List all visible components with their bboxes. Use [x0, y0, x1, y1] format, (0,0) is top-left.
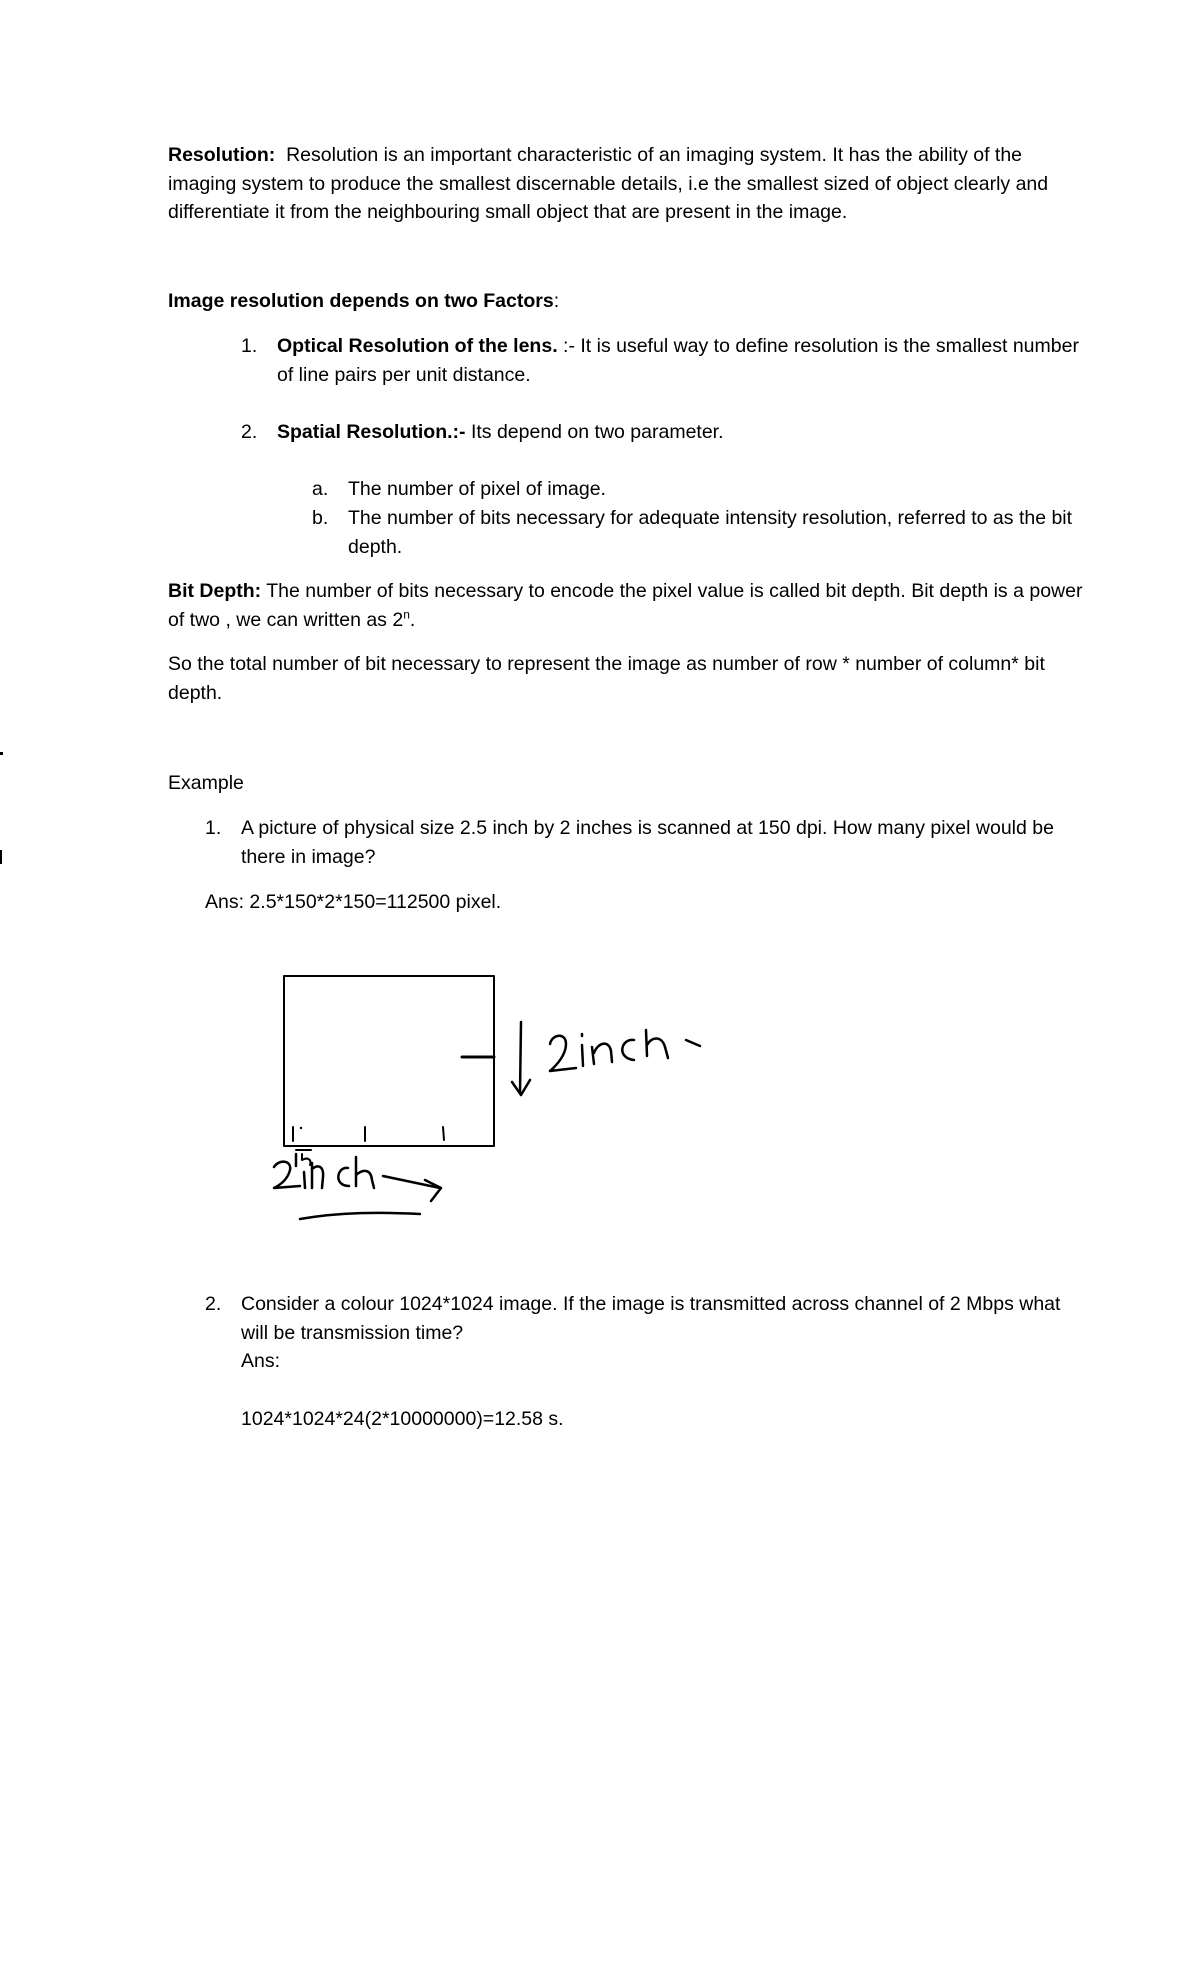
factor-1-marker: 1. — [241, 335, 258, 357]
height-arrow — [512, 1022, 530, 1095]
sketch-height-label — [550, 1030, 551, 1031]
subitem-a: The number of pixel of image. — [348, 478, 606, 500]
width-label-handwriting — [274, 1154, 441, 1219]
sketch-tick — [443, 1127, 444, 1140]
q2-text: Consider a colour 1024*1024 image. If the image is transmitted across channel of 2 Mbps what will be transmission time? — [241, 1293, 1061, 1344]
subitem-b-marker: b. — [312, 507, 329, 529]
subitem-b: The number of bits necessary for adequate intensity resolution, referred to as the bit depth. — [348, 507, 1073, 558]
q1-marker: 1. — [205, 817, 222, 839]
factor-1-text: :- It is useful way to define resolution is the smallest number of line pairs per unit distance. — [277, 335, 1079, 386]
bit-depth-term: Bit Depth: — [168, 580, 262, 602]
factors-heading — [168, 287, 1083, 316]
bit-depth-end: . — [409, 608, 416, 631]
factor-2-marker: 2. — [241, 421, 258, 443]
margin-mark-bottom — [0, 850, 2, 864]
margin-mark-top — [0, 752, 3, 755]
resolution-paragraph — [168, 141, 1083, 227]
q1-answer: Ans: 2.5*150*2*150=112500 pixel. — [205, 891, 502, 913]
bit-depth-paragraph — [168, 577, 1083, 634]
example-heading: Example — [168, 772, 244, 794]
height-label-handwriting — [550, 1030, 700, 1071]
factor-1 — [277, 332, 1092, 389]
sketch-dot — [300, 1127, 302, 1129]
q2-ans-label: Ans: — [241, 1350, 281, 1372]
bit-depth-text: The number of bits necessary to encode the pixel value is called bit depth. Bit depth is a power of two , we can written as 2 — [168, 580, 1083, 631]
resolution-text: Resolution is an important characteristic of an imaging system. It has the ability of the imaging system to produce the smallest discernable details, i.e the smallest sized of object clearly and differentiate it from the neighbouring small object that are present in the image. — [168, 144, 1049, 223]
bit-depth-exponent: n — [403, 607, 410, 621]
factor-2-text: Its depend on two parameter. — [470, 421, 724, 443]
factor-1-term: Optical Resolution of the lens. — [277, 335, 558, 357]
factors-heading-colon: : — [553, 290, 560, 312]
sketch-box — [284, 976, 494, 1146]
q1-text: A picture of physical size 2.5 inch by 2 inches is scanned at 150 dpi. How many pixel would be there in image? — [241, 817, 1054, 868]
q2-calc: 1024*1024*24(2*10000000)=12.58 s. — [241, 1408, 564, 1430]
resolution-term: Resolution: — [168, 144, 276, 166]
factor-2-term: Spatial Resolution.:- — [277, 421, 466, 443]
sketch-width-label — [274, 1160, 275, 1161]
width-label-five — [296, 1150, 311, 1165]
factor-2 — [277, 418, 1092, 447]
total-bits-paragraph: So the total number of bit necessary to represent the image as number of row * number of column* bit depth. — [168, 653, 1045, 704]
factors-heading-text: Image resolution depends on two Factors — [168, 290, 554, 312]
subitem-a-marker: a. — [312, 478, 329, 500]
q2-marker: 2. — [205, 1293, 222, 1315]
